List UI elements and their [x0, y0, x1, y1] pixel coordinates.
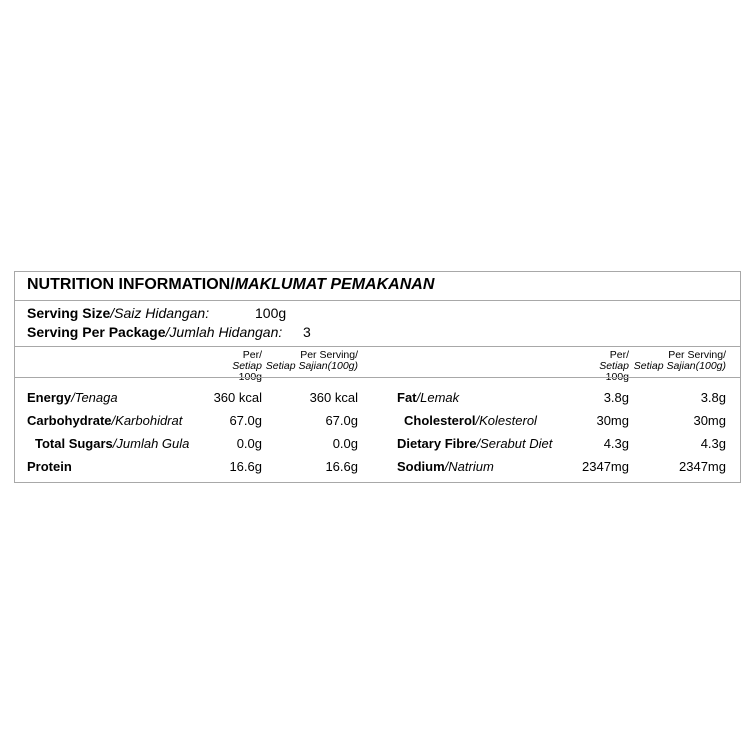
nutrient-value-per100g: 3.8g	[603, 390, 629, 405]
serving-per-package-row	[27, 324, 311, 340]
nutrient-label-fat: Fat/Lemak	[397, 390, 460, 405]
title-english: NUTRITION INFORMATION/	[27, 276, 235, 293]
nutrient-label-total-sugars: Total Sugars/Jumlah Gula	[35, 436, 190, 451]
nutrient-value-per-serving: 0.0g	[332, 436, 358, 451]
nutrient-value-per-serving: 2347mg	[679, 459, 726, 474]
nutrient-value-per-serving: 67.0g	[325, 413, 358, 428]
nutrient-value-per-serving: 30mg	[693, 413, 726, 428]
divider	[15, 300, 740, 301]
left-per-serving-header: Per Serving/ Setiap Sajian(100g)	[265, 349, 358, 372]
nutrient-value-per100g: 30mg	[596, 413, 629, 428]
nutrient-label-protein: Protein	[27, 459, 72, 474]
serving-per-package-label: Serving Per Package	[27, 324, 166, 340]
right-per-serving-header: Per Serving/ Setiap Sajian(100g)	[633, 349, 726, 372]
nutrient-value-per100g: 16.6g	[229, 459, 262, 474]
nutrient-value-per100g: 67.0g	[229, 413, 262, 428]
nutrient-value-per-serving: 3.8g	[700, 390, 726, 405]
divider	[15, 346, 740, 347]
nutrient-value-per-serving: 4.3g	[700, 436, 726, 451]
serving-size-label-malay: /Saiz Hidangan:	[110, 305, 210, 321]
nutrient-label-cholesterol: Cholesterol/Kolesterol	[404, 413, 537, 428]
nutrient-value-per-serving: 16.6g	[325, 459, 358, 474]
serving-size-row	[27, 305, 287, 321]
nutrient-value-per100g: 360 kcal	[213, 390, 262, 405]
serving-size-label: Serving Size	[27, 305, 111, 321]
right-per-100g-header: Per/ Setiap 100g	[599, 349, 629, 383]
nutrient-value-per-serving: 360 kcal	[309, 390, 358, 405]
serving-per-package-label-malay: /Jumlah Hidangan:	[165, 324, 283, 340]
nutrient-value-per100g: 2347mg	[582, 459, 629, 474]
title-malay: MAKLUMAT PEMAKANAN	[234, 276, 435, 293]
divider	[15, 377, 740, 378]
table-title	[27, 276, 434, 294]
nutrient-label-dietary-fibre: Dietary Fibre/Serabut Diet	[397, 436, 553, 451]
nutrient-value-per100g: 0.0g	[236, 436, 262, 451]
left-per-100g-header: Per/ Setiap 100g	[232, 349, 262, 383]
nutrient-value-per100g: 4.3g	[603, 436, 629, 451]
serving-size-value: 100g	[255, 305, 287, 321]
nutrient-label-energy: Energy/Tenaga	[27, 390, 118, 405]
serving-per-package-value: 3	[303, 324, 311, 340]
nutrition-table	[14, 271, 741, 483]
nutrient-label-carbohydrate: Carbohydrate/Karbohidrat	[27, 413, 183, 428]
nutrient-label-sodium: Sodium/Natrium	[397, 459, 494, 474]
